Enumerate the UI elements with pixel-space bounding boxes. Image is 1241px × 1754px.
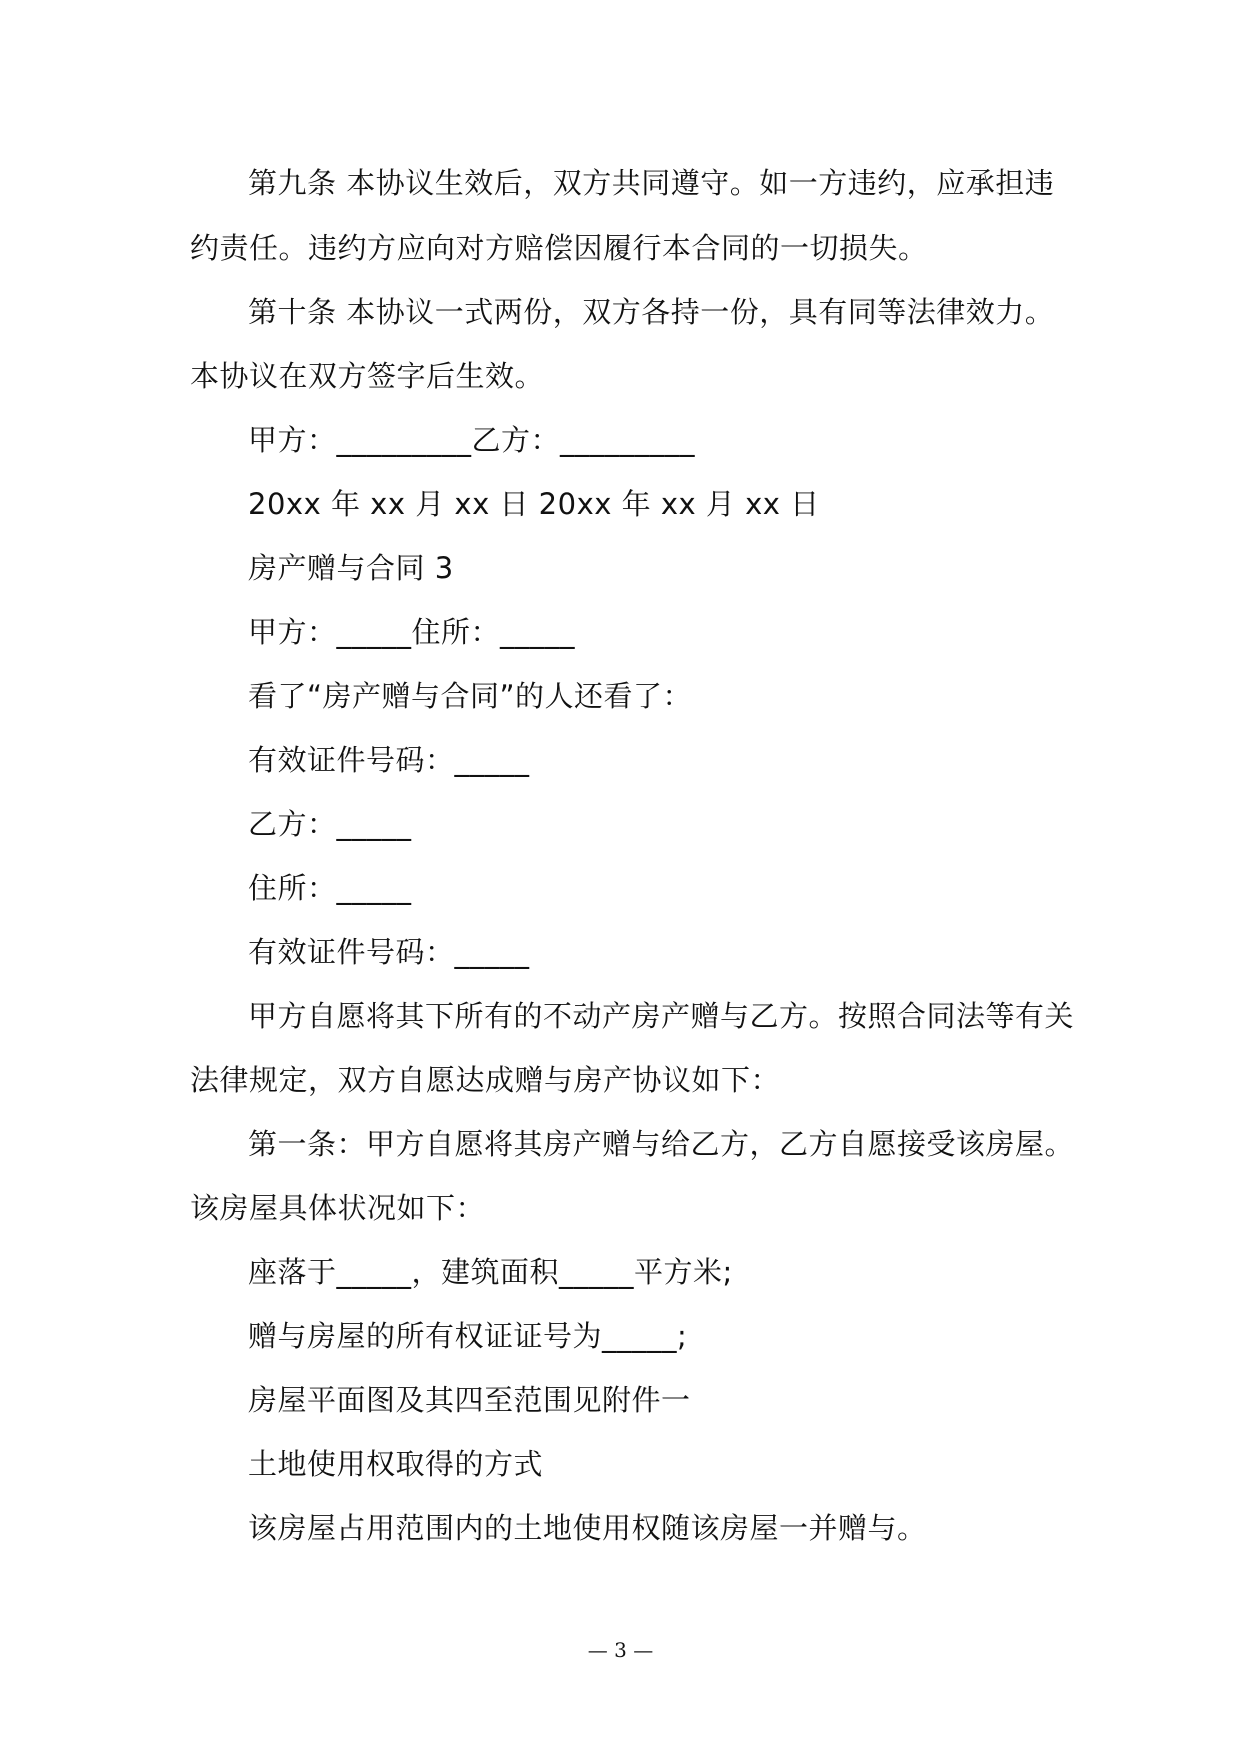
party-b-id-line: 有效证件号码：_____ (248, 935, 530, 969)
clause-1-line-1: 第一条：甲方自愿将其房产赠与给乙方，乙方自愿接受该房屋。 (248, 1127, 1075, 1161)
floor-plan-line: 房屋平面图及其四至范围见附件一 (248, 1383, 691, 1417)
party-a-line: 甲方：_____住所：_____ (248, 615, 576, 649)
clause-9-line-1: 第九条 本协议生效后，双方共同遵守。如一方违约，应承担违 (248, 166, 1055, 200)
land-use-line: 该房屋占用范围内的土地使用权随该房屋一并赠与。 (248, 1511, 927, 1545)
land-use-heading: 土地使用权取得的方式 (248, 1447, 544, 1481)
date-line: 20xx 年 xx 月 xx 日 20xx 年 xx 月 xx 日 (248, 487, 820, 521)
party-b-address-line: 住所：_____ (248, 871, 412, 905)
related-reading-line: 看了“房产赠与合同”的人还看了： (248, 679, 693, 713)
preamble-line-2: 法律规定，双方自愿达成赠与房产协议如下： (190, 1063, 781, 1097)
contract-heading: 房产赠与合同 3 (248, 551, 454, 585)
party-b-line: 乙方：_____ (248, 807, 412, 841)
page-number: — 3 — (587, 1638, 654, 1662)
preamble-line-1: 甲方自愿将其下所有的不动产房产赠与乙方。按照合同法等有关 (248, 999, 1075, 1033)
location-area-line: 座落于_____，建筑面积_____平方米; (248, 1255, 733, 1289)
clause-10-line-1: 第十条 本协议一式两份，双方各持一份，具有同等法律效力。 (248, 295, 1055, 329)
signature-line: 甲方：_________乙方：_________ (248, 423, 696, 457)
clause-9-line-2: 约责任。违约方应向对方赔偿因履行本合同的一切损失。 (190, 231, 928, 265)
clause-10-line-2: 本协议在双方签字后生效。 (190, 359, 545, 393)
certificate-line: 赠与房屋的所有权证证号为_____; (248, 1319, 688, 1353)
party-a-id-line: 有效证件号码：_____ (248, 743, 530, 777)
clause-1-line-2: 该房屋具体状况如下： (190, 1191, 486, 1225)
